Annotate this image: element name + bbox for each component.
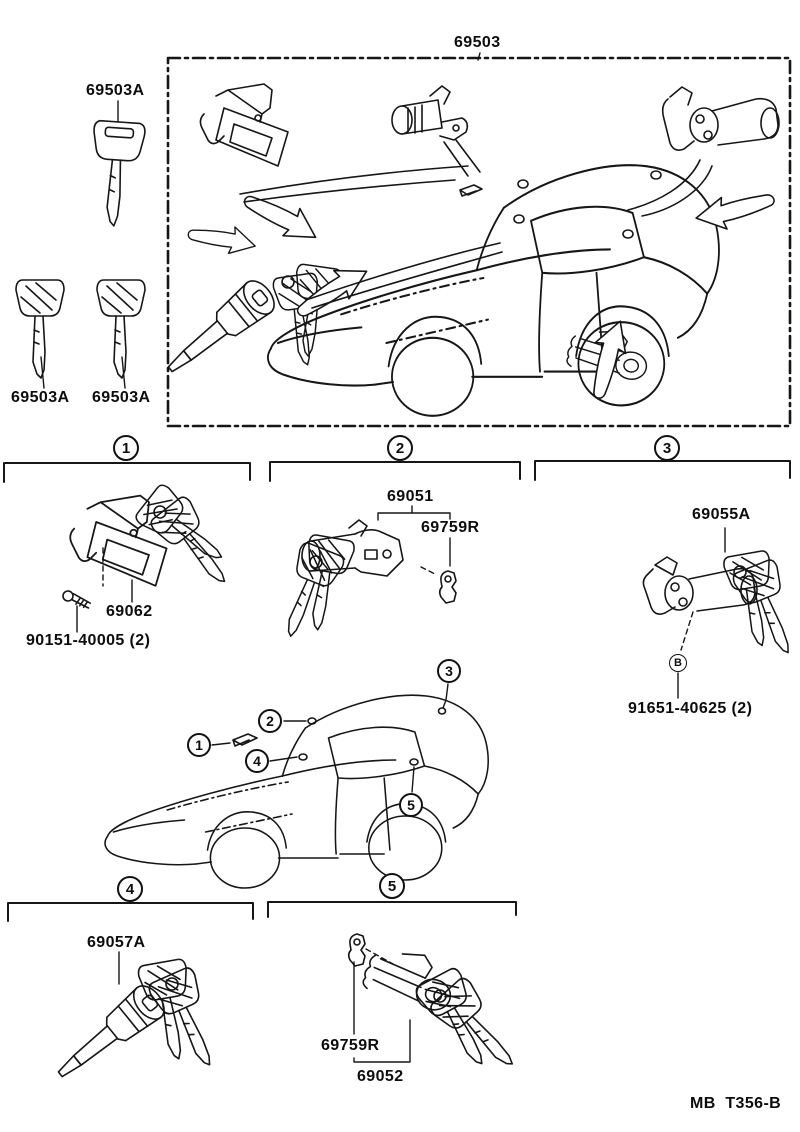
part-label-69759r: 69759R bbox=[321, 1037, 380, 1054]
section-brackets bbox=[4, 461, 790, 921]
section-callout-4 bbox=[117, 876, 143, 902]
car-callout-2 bbox=[258, 709, 282, 733]
blank-key-icon bbox=[16, 280, 64, 388]
callout-number: 4 bbox=[253, 753, 261, 769]
part-label-91651-40625: 91651-40625 (2) bbox=[628, 700, 753, 717]
screw-marker-b bbox=[669, 654, 687, 672]
car-callout-3 bbox=[437, 659, 461, 683]
master-key-icon bbox=[87, 101, 145, 228]
part-label-69759r: 69759R bbox=[421, 519, 480, 536]
steering-lock-assembly-icon bbox=[200, 84, 288, 166]
callout-number: 1 bbox=[121, 439, 131, 457]
part-label-90151-40005: 90151-40005 (2) bbox=[26, 632, 151, 649]
door-lock-cylinder-icon bbox=[392, 86, 467, 140]
section4-lock-assembly-icon bbox=[48, 952, 230, 1089]
overview-car-icon bbox=[105, 695, 488, 888]
callout-number: 5 bbox=[387, 877, 397, 895]
car-callout-5 bbox=[399, 793, 423, 817]
master-key-label: 69503A bbox=[86, 82, 145, 99]
section-callout-5 bbox=[379, 873, 405, 899]
part-label-69055a: 69055A bbox=[692, 506, 751, 523]
page-code: MB T356-B bbox=[690, 1095, 782, 1112]
ignition-lock-with-keys-icon bbox=[158, 264, 341, 384]
blank-key-label: 69503A bbox=[11, 389, 70, 406]
section5-lock-assembly-icon bbox=[349, 934, 530, 1081]
section-callout-3 bbox=[654, 435, 680, 461]
section-callout-1 bbox=[113, 435, 139, 461]
marker-letter: B bbox=[674, 657, 682, 669]
callout-number: 4 bbox=[125, 880, 135, 898]
kit-label: 69503 bbox=[454, 34, 501, 51]
callout-number: 2 bbox=[395, 439, 405, 457]
back-door-lock-icon bbox=[663, 87, 779, 150]
blank-key-icon bbox=[97, 280, 145, 388]
callout-number: 3 bbox=[662, 439, 672, 457]
callout-number: 2 bbox=[266, 713, 274, 729]
car-callout-4 bbox=[245, 749, 269, 773]
callout-number: 5 bbox=[407, 797, 415, 813]
part-label-69052: 69052 bbox=[357, 1068, 404, 1085]
blank-key-label: 69503A bbox=[92, 389, 151, 406]
part-label-69057a: 69057A bbox=[87, 934, 146, 951]
section-callout-2 bbox=[387, 435, 413, 461]
car-callout-1 bbox=[187, 733, 211, 757]
part-label-69062: 69062 bbox=[106, 603, 153, 620]
part-label-69051: 69051 bbox=[387, 488, 434, 505]
callout-number: 1 bbox=[195, 737, 203, 753]
callout-number: 3 bbox=[445, 663, 453, 679]
section3-lock-assembly-icon bbox=[643, 528, 800, 698]
